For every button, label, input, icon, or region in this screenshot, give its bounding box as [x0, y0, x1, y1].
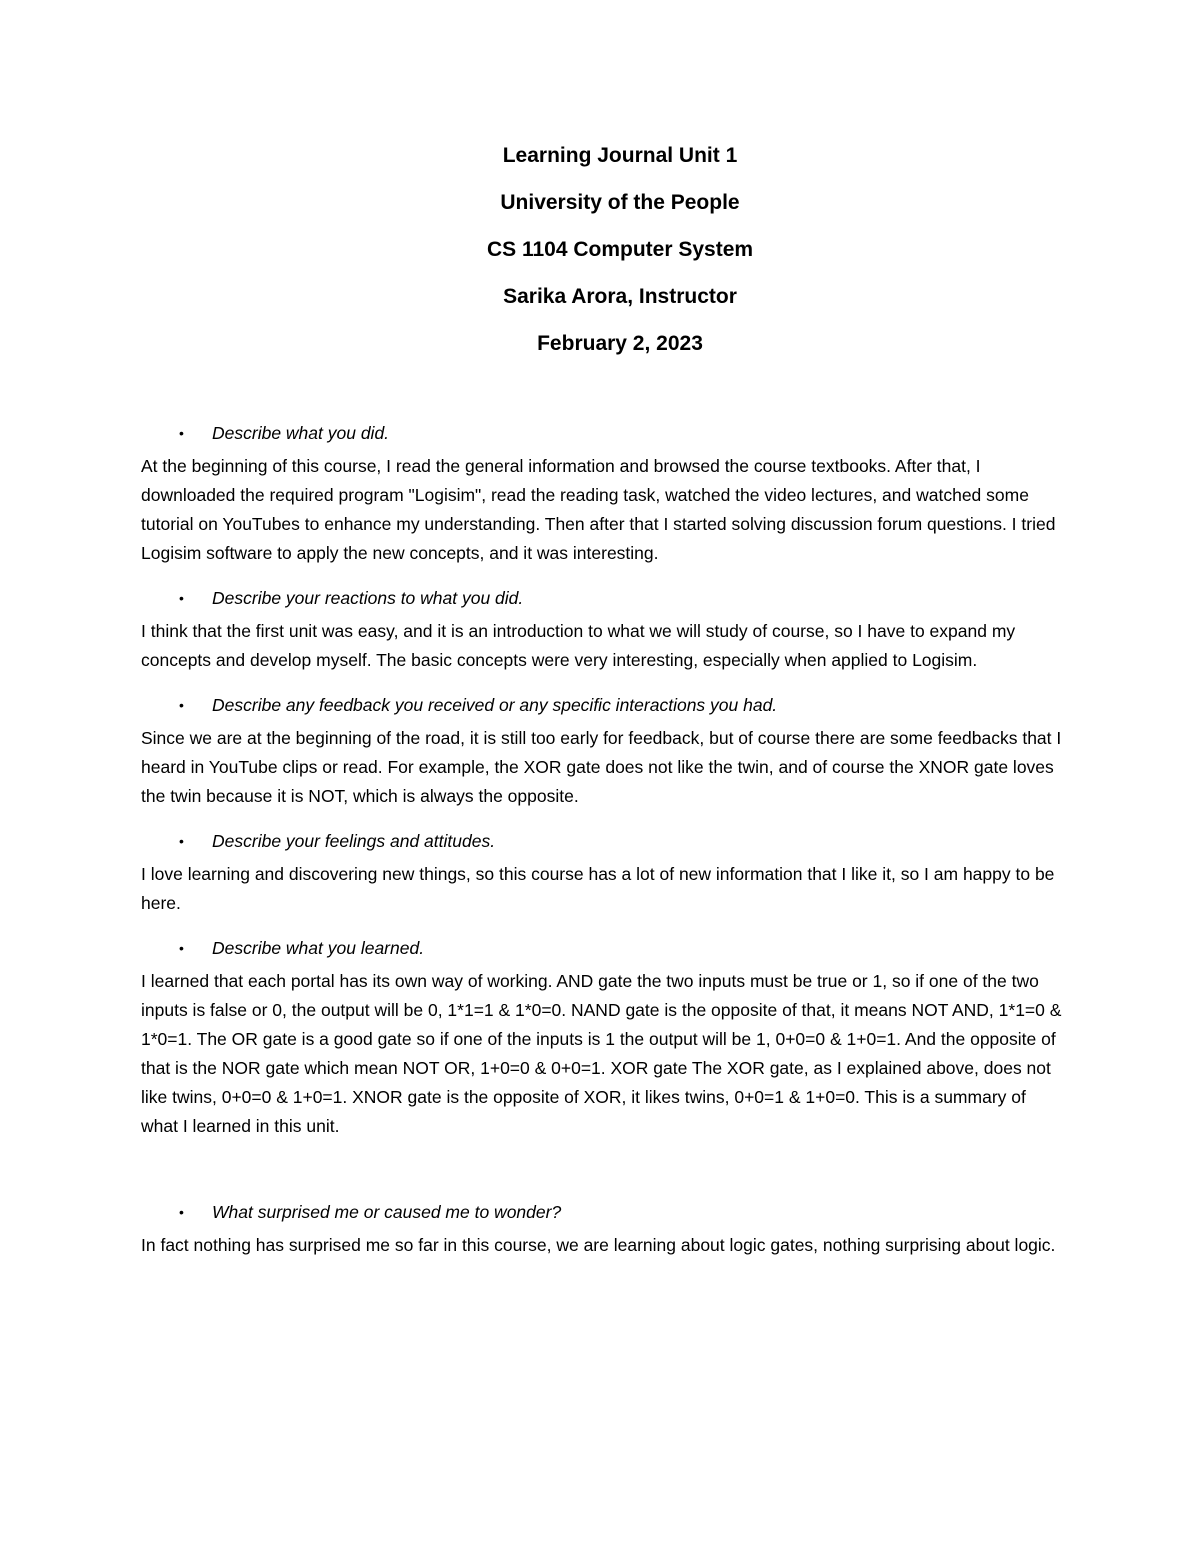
- bullet-icon: •: [179, 1204, 184, 1220]
- university-name: University of the People: [500, 191, 740, 214]
- section-answer: I love learning and discovering new things, so this course has a lot of new information that I like it, so I am happy to be here.: [141, 864, 1055, 913]
- section-prompt: [141, 1197, 1063, 1231]
- instructor-name: Sarika Arora, Instructor: [503, 285, 737, 308]
- prompt-text: Describe what you did.: [212, 423, 390, 443]
- section-answer: I think that the first unit was easy, and it is an introduction to what we will study of course, so I have to expand my concepts and develop myself. The basic concepts were very interesting, especially when applied to Logisim.: [141, 621, 1016, 670]
- section-prompt: [141, 690, 1063, 724]
- section-answer: At the beginning of this course, I read the general information and browsed the course textbooks. After that, I downloaded the required program "Logisim", read the reading task, watched the video lectures, and watched some tutorial on YouTubes to enhance my understanding. Then after that I started solving discussion forum questions. I tried Logisim software to apply the new concepts, and it was interesting.: [141, 456, 1056, 563]
- section-prompt: [141, 933, 1063, 967]
- prompt-text: Describe what you learned.: [212, 938, 425, 958]
- spacer: [141, 1156, 1063, 1197]
- title-block: [0, 138, 1200, 373]
- section-answer: In fact nothing has surprised me so far in this course, we are learning about logic gates, nothing surprising about logic.: [141, 1235, 1056, 1255]
- section-prompt: [141, 583, 1063, 617]
- bullet-icon: •: [179, 425, 184, 441]
- bullet-icon: •: [179, 833, 184, 849]
- prompt-text: Describe any feedback you received or any specific interactions you had.: [212, 695, 778, 715]
- bullet-icon: •: [179, 590, 184, 606]
- course-name: CS 1104 Computer System: [486, 238, 754, 261]
- section-answer: Since we are at the beginning of the road, it is still too early for feedback, but of course there are some feedbacks that I heard in YouTube clips or read. For example, the XOR gate does not like the twin, and of course the XNOR gate loves the twin because it is NOT, which is always the opposite.: [141, 728, 1062, 806]
- prompt-text: Describe your feelings and attitudes.: [212, 831, 496, 851]
- section-prompt: [141, 418, 1063, 452]
- bullet-icon: •: [179, 697, 184, 713]
- prompt-text: Describe your reactions to what you did.: [212, 588, 524, 608]
- bullet-icon: •: [179, 940, 184, 956]
- section-prompt: [141, 826, 1063, 860]
- document-date: February 2, 2023: [537, 332, 703, 355]
- prompt-text: What surprised me or caused me to wonder?: [212, 1202, 562, 1222]
- document-title: Learning Journal Unit 1: [502, 144, 738, 167]
- journal-body: [141, 418, 1063, 1275]
- section-answer: I learned that each portal has its own way of working. AND gate the two inputs must be true or 1, so if one of the two inputs is false or 0, the output will be 0, 1*1=1 & 1*0=0. NAND gate is the opposite of that, it means NOT AND, 1*1=0 & 1*0=1. The OR gate is a good gate so if one of the inputs is 1 the output will be 1, 0+0=0 & 1+0=1. And the opposite of that is the NOR gate which mean NOT OR, 1+0=0 & 0+0=1. XOR gate The XOR gate, as I explained above, does not like twins, 0+0=0 & 1+0=1. XNOR gate is the opposite of XOR, it likes twins, 0+0=1 & 1+0=0. This is a summary of what I learned in this unit.: [141, 971, 1062, 1136]
